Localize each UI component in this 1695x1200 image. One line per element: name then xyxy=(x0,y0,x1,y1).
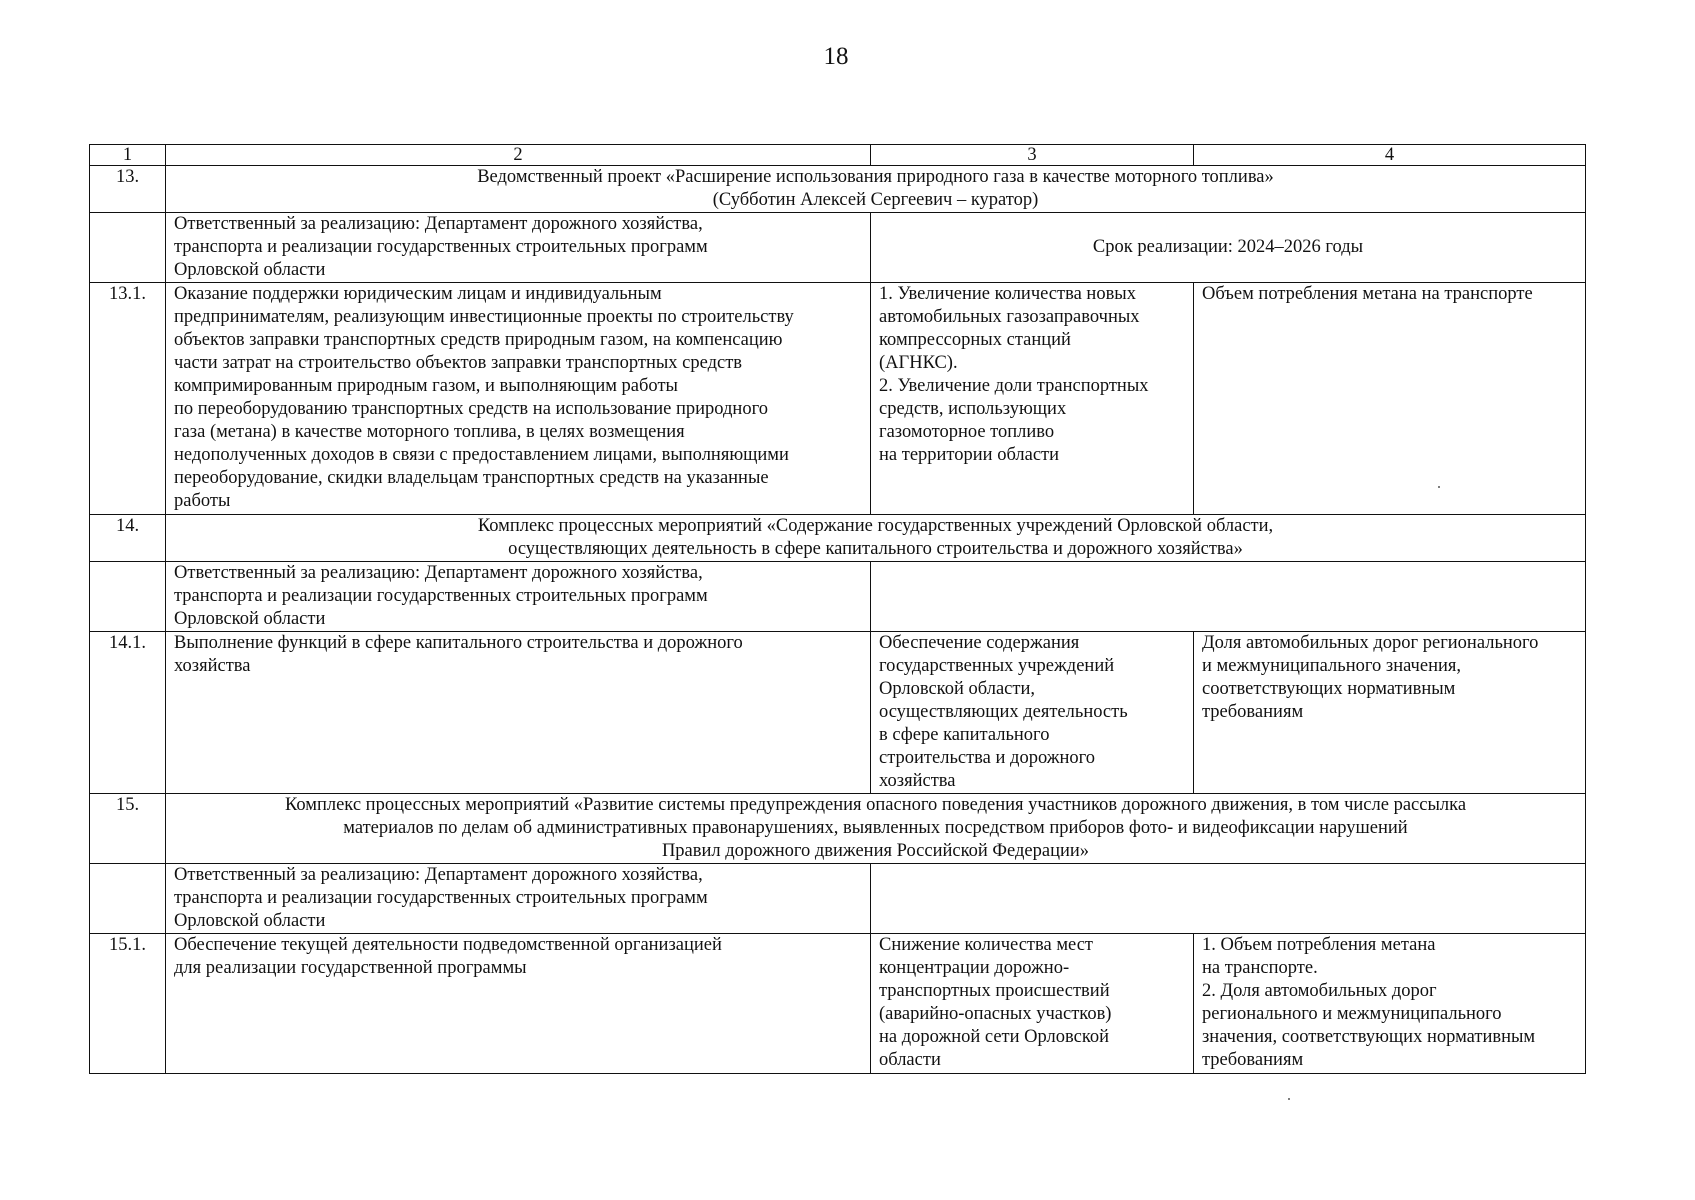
row-number: 14.1. xyxy=(90,632,166,794)
responsible-cell: Ответственный за реализацию: Департамент дорожного хозяйства, транспорта и реализации государственных строительных программ Орловской области xyxy=(166,864,871,934)
implementation-period: Срок реализации: 2024–2026 годы xyxy=(871,213,1586,283)
column-header: 4 xyxy=(1194,145,1586,166)
row-number: 13.1. xyxy=(90,283,166,515)
task-cell: Обеспечение текущей деятельности подведомственной организацией для реализации государственной программы xyxy=(166,934,871,1074)
section-title: Комплекс процессных мероприятий «Развитие системы предупреждения опасного поведения участников дорожного движения, в том числе рассылка материалов по делам об административных правонарушениях, выявленных посредством приборов фото- и видеофиксации нарушений Правил дорожного движения Российской Федерации» xyxy=(166,794,1586,864)
task-cell: Выполнение функций в сфере капитального строительства и дорожного хозяйства xyxy=(166,632,871,794)
section-title: Ведомственный проект «Расширение использования природного газа в качестве моторного топлива» (Субботин Алексей Сергеевич – куратор) xyxy=(166,166,1586,213)
effect-cell: 1. Увеличение количества новых автомобильных газозаправочных компрессорных станций (АГНКС). 2. Увеличение доли транспортных средств, использующих газомоторное топливо на территории области xyxy=(871,283,1194,515)
row-number xyxy=(90,213,166,283)
row-number: 15.1. xyxy=(90,934,166,1074)
column-header: 2 xyxy=(166,145,871,166)
indicator-cell: 1. Объем потребления метана на транспорте. 2. Доля автомобильных дорог регионального и межмуниципального значения, соответствующих нормативным требованиям xyxy=(1194,934,1586,1074)
responsible-cell: Ответственный за реализацию: Департамент дорожного хозяйства, транспорта и реализации государственных строительных программ Орловской области xyxy=(166,562,871,632)
page-number: 18 xyxy=(823,43,849,70)
indicator-cell: Объем потребления метана на транспорте xyxy=(1194,283,1586,515)
table-row xyxy=(90,515,1586,562)
table-row xyxy=(90,283,1586,515)
activities-table xyxy=(89,144,1586,1074)
row-number: 13. xyxy=(90,166,166,213)
table-row xyxy=(90,864,1586,934)
scan-speck xyxy=(1288,1098,1290,1100)
table-header-row xyxy=(90,145,1586,166)
column-header: 1 xyxy=(90,145,166,166)
table-row xyxy=(90,166,1586,213)
task-cell: Оказание поддержки юридическим лицам и индивидуальным предпринимателям, реализующим инвестиционные проекты по строительству объектов заправки транспортных средств природным газом, на компенсацию части затрат на строительство объектов заправки транспортных средств компримированным природным газом, и выполняющим работы по переоборудованию транспортных средств на использование природного газа (метана) в качестве моторного топлива, в целях возмещения недополученных доходов в связи с предоставлением лицами, выполняющими переоборудование, скидки владельцам транспортных средств на указанные работы xyxy=(166,283,871,515)
implementation-period xyxy=(871,864,1586,934)
table-row xyxy=(90,213,1586,283)
table-row xyxy=(90,632,1586,794)
effect-cell: Обеспечение содержания государственных учреждений Орловской области, осуществляющих деятельность в сфере капитального строительства и дорожного хозяйства xyxy=(871,632,1194,794)
column-header: 3 xyxy=(871,145,1194,166)
table-row xyxy=(90,934,1586,1074)
implementation-period xyxy=(871,562,1586,632)
row-number xyxy=(90,562,166,632)
row-number: 14. xyxy=(90,515,166,562)
responsible-cell: Ответственный за реализацию: Департамент дорожного хозяйства, транспорта и реализации государственных строительных программ Орловской области xyxy=(166,213,871,283)
indicator-cell: Доля автомобильных дорог регионального и межмуниципального значения, соответствующих нормативным требованиям xyxy=(1194,632,1586,794)
row-number xyxy=(90,864,166,934)
section-title: Комплекс процессных мероприятий «Содержание государственных учреждений Орловской области, осуществляющих деятельность в сфере капитального строительства и дорожного хозяйства» xyxy=(166,515,1586,562)
table-row xyxy=(90,562,1586,632)
scan-speck xyxy=(1438,486,1440,488)
effect-cell: Снижение количества мест концентрации дорожно- транспортных происшествий (аварийно-опасных участков) на дорожной сети Орловской области xyxy=(871,934,1194,1074)
row-number: 15. xyxy=(90,794,166,864)
table-row xyxy=(90,794,1586,864)
